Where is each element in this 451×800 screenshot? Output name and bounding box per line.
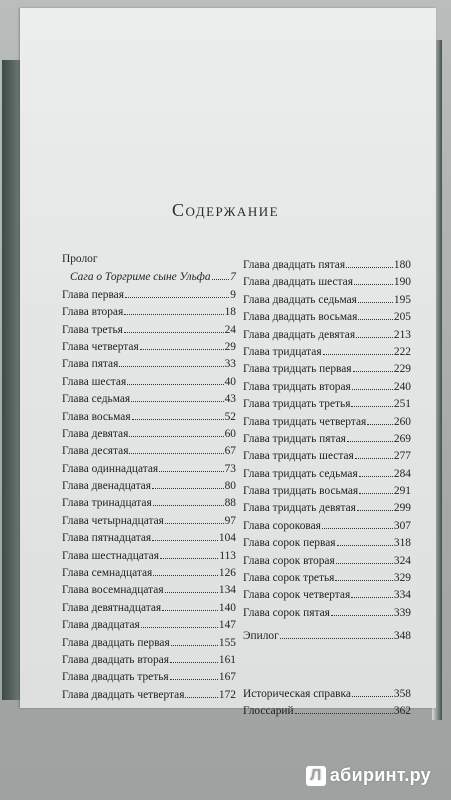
toc-entry-page: 229 [393,363,411,376]
dot-leader [165,581,218,593]
toc-entry-label: Глава вторая [62,306,124,319]
toc-entry-page: 18 [224,306,236,319]
dot-leader [337,534,393,546]
dot-leader [357,499,393,511]
toc-entry-label: Глава четвертая [62,340,139,353]
toc-entry [62,651,236,668]
toc-entry-page: 329 [393,572,411,585]
toc-entry [62,477,236,494]
dot-leader [351,395,392,407]
dot-leader [140,338,224,350]
toc-entry [243,326,411,343]
toc-entry-page: 155 [218,636,236,649]
toc-right-column [243,256,411,719]
toc-entry [62,634,236,651]
labirint-logo-icon: Л [306,766,326,786]
toc-entry-label: Глава седьмая [62,393,131,406]
toc-entry-page: 80 [224,480,236,493]
toc-entry-label: Глава двадцать третья [62,671,169,684]
toc-entry [62,251,236,268]
toc-entry-label: Глава девятнадцатая [62,601,162,614]
toc-entry-page: 52 [224,410,236,423]
dot-leader [336,552,393,564]
toc-entry [243,534,411,551]
dot-leader [129,425,223,437]
toc-entry [243,586,411,603]
dot-leader [346,256,393,268]
toc-entry-page: 299 [393,502,411,515]
toc-entry [243,702,411,719]
toc-entry-label: Сага о Торгриме сыне Ульфа [70,271,211,284]
dot-leader [119,355,223,367]
toc-entry [62,408,236,425]
dot-leader [295,702,393,714]
toc-entry [62,425,236,442]
toc-entry-label: Глава двадцать вторая [62,653,169,666]
toc-entry [243,569,411,586]
toc-entry-label: Глава двадцать четвертая [62,688,185,701]
toc-entry-label: Глава десятая [62,445,129,458]
toc-entry-page: 222 [393,345,411,358]
toc-entry-page: 291 [393,485,411,498]
toc-entry-page: 9 [230,288,236,301]
dot-leader [153,564,218,576]
dot-leader [351,586,393,598]
toc-entry-page: 104 [218,532,236,545]
toc-entry [243,273,411,290]
toc-entry-page: 307 [393,519,411,532]
dot-leader [355,447,393,459]
toc-entry-page: 339 [393,606,411,619]
toc-entry-label: Глава сорок третья [243,572,335,585]
toc-entry [62,512,236,529]
watermark [306,765,431,786]
toc-entry-label: Историческая справка [243,687,351,700]
toc-entry-page: 126 [218,567,236,580]
toc-entry [62,355,236,372]
dot-leader [358,308,393,320]
toc-entry-label: Глава тридцать восьмая [243,485,359,498]
dot-leader [352,378,393,390]
toc-entry-label: Глава тридцать пятая [243,432,346,445]
dot-leader [152,477,224,489]
toc-entry-label: Глава одиннадцатая [62,462,159,475]
dot-leader [356,326,393,338]
toc-entry-label: Глава двадцать первая [62,636,170,649]
toc-entry [62,668,236,685]
toc-entry [62,338,236,355]
toc-entry-page: 195 [393,293,411,306]
toc-entry-page: 167 [218,671,236,684]
dot-leader [335,569,393,581]
toc-entry [243,517,411,534]
toc-entry-label: Глава сорок пятая [243,606,330,619]
page-title: Содержание [171,200,280,220]
toc-entry-page: 240 [393,380,411,393]
toc-entry [243,413,411,430]
toc-entry [62,547,236,564]
toc-entry-page: 29 [224,340,236,353]
toc-entry [62,581,236,598]
dot-leader [160,547,218,559]
toc-entry-label: Глава двадцать седьмая [243,293,357,306]
toc-entry-page: 277 [393,450,411,463]
dot-leader [132,408,224,420]
toc-entry [62,268,236,285]
dot-leader [354,273,393,285]
dot-leader [141,616,218,628]
toc-entry-page: 161 [218,653,236,666]
toc-entry-page: 348 [393,630,411,643]
dot-leader [353,360,393,372]
toc-entry-page: 334 [393,589,411,602]
toc-entry-page: 134 [218,584,236,597]
toc-entry-label: Глава девятая [62,427,129,440]
dot-leader [359,482,393,494]
toc-entry-page: 358 [393,687,411,700]
toc-entry-page: 33 [224,358,236,371]
toc-entry-label: Глава двадцать девятая [243,328,356,341]
toc-entry-label: Глава тридцать вторая [243,380,351,393]
dot-leader [129,442,223,454]
toc-entry-label: Глава шестая [62,375,127,388]
toc-entry-page: 97 [224,514,236,527]
toc-entry [62,390,236,407]
toc-entry-label: Глава пятнадцатая [62,532,152,545]
dot-leader [171,634,218,646]
toc-entry-label: Глава тридцать шестая [243,450,354,463]
toc-entry-label: Глава сороковая [243,519,321,532]
toc-entry [62,460,236,477]
toc-entry [243,343,411,360]
toc-entry-page: 60 [224,427,236,440]
toc-entry [243,256,411,273]
toc-entry-label: Пролог [62,253,98,265]
toc-entry [243,627,411,644]
toc-entry-label: Глава тридцать седьмая [243,467,358,480]
toc-entry [243,685,411,702]
toc-entry [243,499,411,516]
toc-entry-label: Глава тридцать первая [243,363,352,376]
toc-entry-label: Глава двадцать пятая [243,259,346,271]
toc-entry-page: 113 [219,549,236,562]
toc-entry [62,599,236,616]
toc-entry [243,360,411,377]
toc-entry [62,529,236,546]
toc-entry-label: Глава восемнадцатая [62,584,164,597]
dot-leader [352,685,393,697]
toc-entry-label: Глава первая [62,288,124,301]
toc-entry [62,442,236,459]
dot-leader [322,517,393,529]
toc-entry-label: Глава двадцать шестая [243,276,353,289]
toc-entry [243,395,411,412]
toc-entry-label: Глава сорок вторая [243,554,335,567]
toc-left-column [62,251,236,703]
dot-leader [347,430,393,442]
toc-entry [62,686,236,703]
toc-entry-page: 73 [224,462,236,475]
watermark-text: абиринт.ру [329,765,431,785]
dot-leader [185,686,217,698]
toc-entry-label: Глава двадцатая [62,619,140,632]
toc-entry-page: 205 [393,311,411,324]
toc-entry [243,430,411,447]
toc-entry-page: 362 [393,704,411,717]
toc-entry-label: Глава двенадцатая [62,480,151,493]
toc-entry-label: Глава семнадцатая [62,567,153,580]
dot-leader [323,343,393,355]
toc-entry-label: Глава сорок первая [243,537,336,550]
toc-entry [62,494,236,511]
toc-entry [62,373,236,390]
toc-entry-page: 140 [218,601,236,614]
dot-leader [162,599,218,611]
toc-entry-page: 284 [393,467,411,480]
toc-entry [243,552,411,569]
toc-entry-label: Глава тридцать третья [243,398,351,411]
dot-leader [127,373,223,385]
dot-leader [170,651,218,663]
toc-entry-label: Глава восьмая [62,410,131,423]
toc-entry-page: 43 [224,393,236,406]
toc-entry [243,308,411,325]
dot-leader [170,668,218,680]
toc-entry-page: 40 [224,375,236,388]
toc-entry-page: 190 [393,276,411,289]
dot-leader [367,413,393,425]
dot-leader [131,390,223,402]
toc-entry-label: Глава четырнадцатая [62,514,164,527]
toc-entry [243,604,411,621]
toc-entry-page: 24 [224,323,236,336]
dot-leader [152,529,218,541]
toc-entry-label: Глава третья [62,323,123,336]
toc-entry [243,447,411,464]
toc-entry-page: 67 [224,445,236,458]
toc-entry-page: 147 [218,619,236,632]
toc-entry-label: Глава сорок четвертая [243,589,351,602]
toc-entry-label: Глоссарий [243,704,294,717]
toc-entry-label: Глава тридцать четвертая [243,415,367,428]
dot-leader [358,291,393,303]
toc-entry-label: Глава пятая [62,358,119,371]
toc-entry [62,321,236,338]
dot-leader [125,286,229,298]
toc-entry-page: 269 [393,432,411,445]
toc-entry [62,303,236,320]
toc-entry-page: 318 [393,537,411,550]
dot-leader [153,494,224,506]
dot-leader [159,460,223,472]
toc-entry [62,564,236,581]
dot-leader [165,512,224,524]
spacer [243,645,411,685]
toc-entry [62,286,236,303]
toc-entry-label: Глава тринадцатая [62,497,152,510]
toc-entry-label: Глава тридцать девятая [243,502,356,515]
toc-entry [243,465,411,482]
dot-leader [124,303,223,315]
toc-entry-label: Глава тридцатая [243,345,322,358]
toc-entry-label: Глава шестнадцатая [62,549,159,562]
toc-entry [243,291,411,308]
toc-entry [243,378,411,395]
toc-entry [62,616,236,633]
dot-leader [124,321,224,333]
toc-entry-page: 260 [393,415,411,428]
toc-entry-page: 172 [218,688,236,701]
toc-entry-page: 180 [393,259,411,271]
toc-entry-label: Глава двадцать восьмая [243,311,358,324]
toc-entry-page: 213 [393,328,411,341]
toc-entry-page: 7 [230,271,236,284]
dot-leader [280,627,393,639]
dot-leader [359,465,393,477]
dot-leader [331,604,393,616]
toc-entry-page: 88 [224,497,236,510]
toc-entry-page: 251 [393,398,411,411]
toc-entry [243,482,411,499]
toc-entry-label: Эпилог [243,630,279,643]
dot-leader [212,268,230,280]
toc-entry-page: 324 [393,554,411,567]
